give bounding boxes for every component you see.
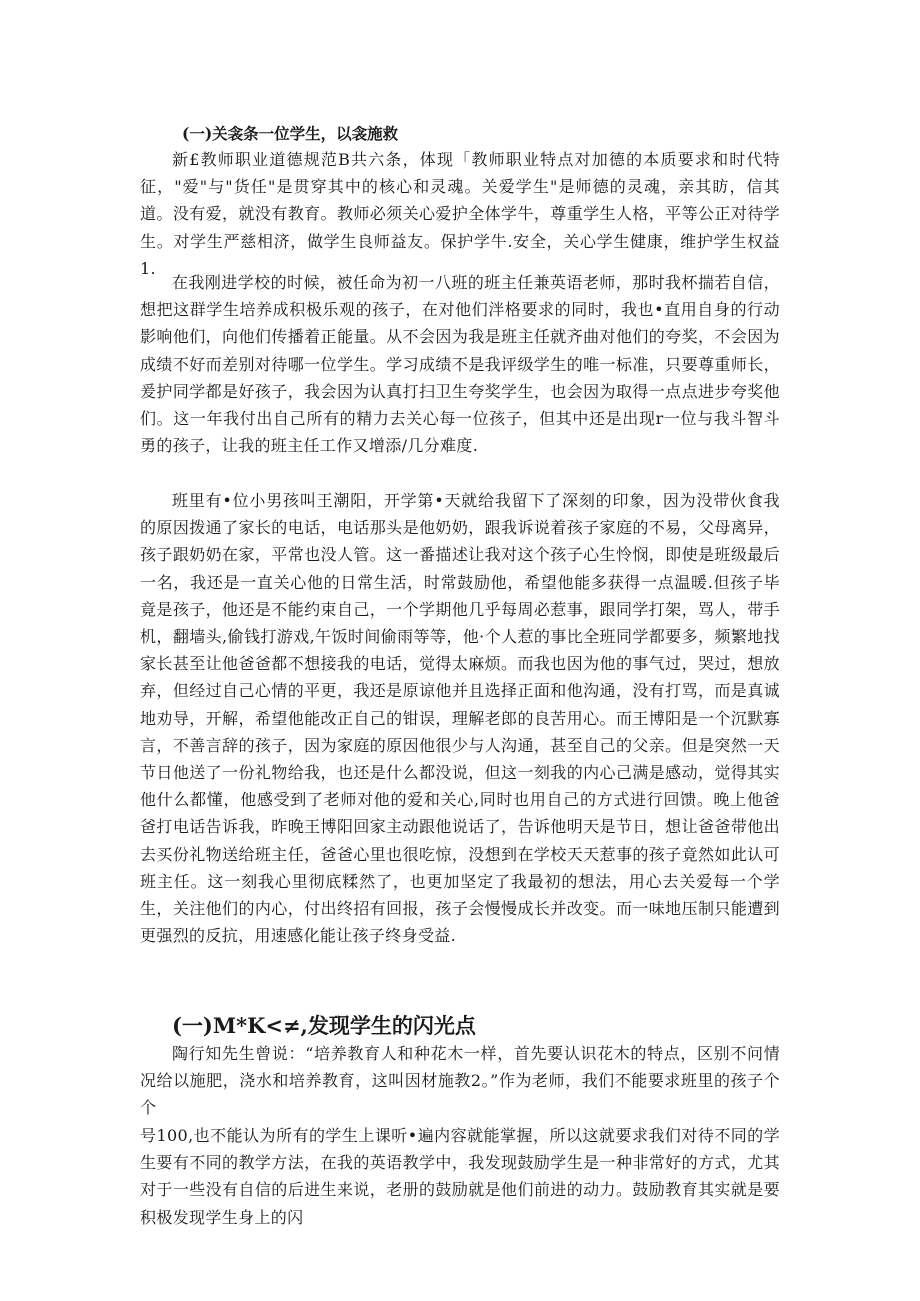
section-1-paragraph-3: 班里有•位小男孩叫王潮阳，开学第•天就给我留下了深刻的印象，因为没带伙食我的原因拨通了家长的电话，电话那头是他奶奶，跟我诉说着孩子家庭的不易，父母离异，孩子跟奶奶在家，平常也没人管。这一番描述让我对这个孩子心生怜悯，即使是班级最后一名，我还是一直关心他的日常生活，时常鼓励他，希望他能多获得一点温暖.但孩子毕竟是孩子，他还是不能约束自己，一个学期他几乎每周必惹事，跟同学打架，骂人，带手机，翻墙头,偷钱打游戏,午饭时间偷雨等等，他·个人惹的事比全班同学都要多，频繁地找家长甚至让他爸爸都不想接我的电话，觉得太麻烦。而我也因为他的事气过，哭过，想放弃，但经过自己心情的平更，我还是原谅他并且选择正面和他沟通，没有打骂，而是真诚地劝导，开解，希望他能改正自己的钳误，理解老郎的良苦用心。而王博阳是一个沉默寡言，不善言辞的孩子，因为家庭的原因他很少与人沟通，甚至自己的父亲。但是突然一天节日他送了一份礼物给我，也还是什么都没说，但这一刻我的内心己满是感动，觉得其实他什么都懂，他感受到了老师对他的爱和关心,同时也用自己的方式进行回馈。晚上他爸爸打电话告诉我，昨晚王博阳回家主动跟他说话了，告诉他明天是节日，想让爸爸带他出去买份礼物送给班主任，爸爸心里也很吃惊，没想到在学校天天惹事的孩子竟然如此认可班主任。这一刻我心里彻底糅然了，也更加坚定了我最初的想法，用心去关爱每一个学生，关注他们的内心，付出终招有回报，孩子会慢慢成长并改变。而一味地压制只能遭到更强烈的反抗，用速感化能让孩子终身受益. — [140, 491, 780, 946]
section-1-paragraph-1: 新£教师职业道德规范B共六条，体现「教师职业特点对加德的本质要求和时代特征，"爱"与"货任"是贯穿其中的核心和灵魂。关爱学生"是师德的灵魂，亲其眆，信其道。没有爱，就没有教育。教师必须关心爱护全体学牛，尊重学生人格，平等公正对待学生。对学生严慈相济，做学生良师益友。保护学牛.安全，关心学生健康，维护学生权益1. — [140, 150, 780, 278]
section-1-paragraph-2: 在我刚进学校的时候，被任命为初一八班的班主任兼英语老师，那时我杯揣若自信，想把这群学生培养成积极乐观的孩子，在对他们泮格要求的同时，我也•直用自身的行动影响他们，向他们传播着正能量。从不会因为我是班主任就齐曲对他们的夸奖，不会因为成绩不好而差别对待哪一位学生。学习成绩不是我评级学生的唯一标准，只要尊重师长，爰护同学都是好孩子，我会因为认真打扫卫生夸奖学生，也会因为取得一点点进步夸奖他们。这一年我付出自己所有的精力去关心每一位孩子，但其中还是出现r一位与我斗智斗勇的孩子，让我的班主任工作又增添/几分难度. — [140, 273, 780, 456]
section-2-paragraph-1: 陶行知先生曾说：“培养教育人和种花木一样，首先要认识花木的特点，区别不问情况给以施肥，浇水和培养教育，这叫因材施教2。”作为老师，我们不能要求班里的孩子个个 — [140, 1044, 780, 1118]
section-1-heading: (一)关衾条一位学生，以衾施救 — [182, 124, 399, 143]
section-2-heading: (一)M*K<≠,发现学生的闪光点 — [172, 1013, 476, 1038]
section-2-paragraph-2: 号100,也不能认为所有的学生上课听•遍内容就能掌握，所以这就要求我们对待不同的学生要有不同的教学方法，在我的英语教学中，我发现鼓励学生是一种非常好的方式，尤其对于一些没有自信的后进生来说，老册的鼓励就是他们前进的动力。鼓励教育其实就是要积极发现学生身上的闪 — [140, 1126, 780, 1227]
